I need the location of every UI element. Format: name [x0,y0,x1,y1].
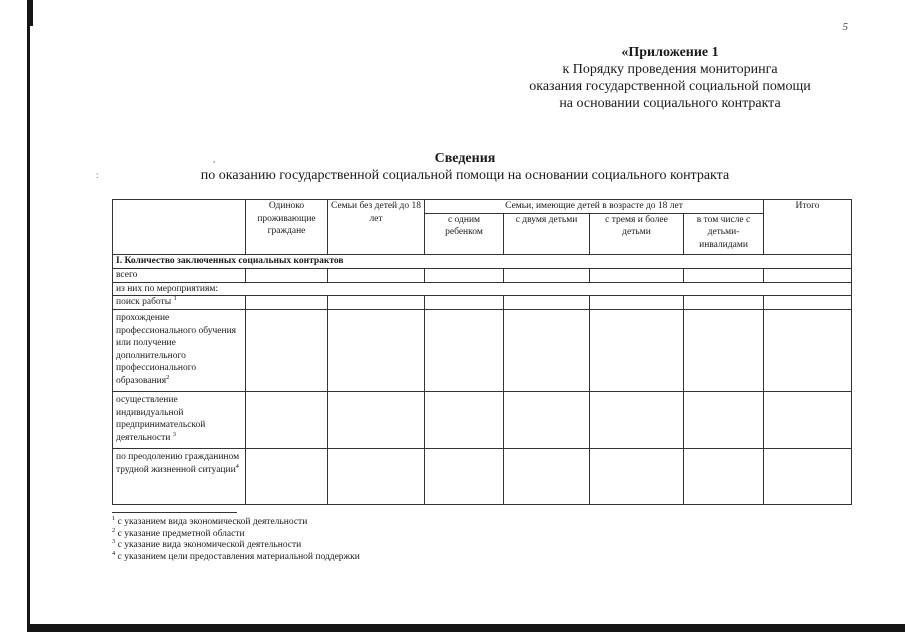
footnote-text: с указание предметной области [117,528,245,539]
header-disabled-children: в том числе с детьми-инвалидами [684,213,764,255]
table-cell [590,449,684,505]
table-cell [590,296,684,310]
table-cell [425,449,504,505]
table-cell [764,392,852,449]
table-row [113,449,852,505]
footnote-ref: 3 [172,430,177,438]
table-cell [425,296,504,310]
table-row [113,296,852,310]
table-cell [425,392,504,449]
row-label-text: поиск работы [116,297,172,307]
footnote [112,526,360,541]
row-label-job-search [113,296,246,310]
row-label-by-measures: из них по мероприятиям: [113,282,852,296]
row-label-training [113,310,246,392]
header-no-children: Семьи без детей до 18 лет [328,200,425,255]
footnote-text: с указанием вида экономической деятельности [117,517,308,527]
scan-speck: , [213,154,216,164]
row-label-text: прохождение профессионального обучения или получение дополнительного профессионального образования [116,313,237,386]
header-with-children-group: Семьи, имеющие детей в возрасте до 18 лет [425,200,764,214]
header-row [113,200,852,214]
table-cell [425,310,504,392]
footnote [112,540,360,552]
header-total: Итого [764,200,852,255]
table-cell [764,449,852,505]
table-cell [504,296,590,310]
footnote-ref: 2 [166,373,170,381]
footnote-ref: 1 [173,295,177,302]
table-cell [684,449,764,505]
section-title: I. Количество заключенных социальных контрактов [113,255,852,269]
table-cell [684,268,764,282]
table-cell [504,268,590,282]
section-row [113,255,852,269]
table-cell [328,310,425,392]
table-cell [328,268,425,282]
appendix-line: оказания государственной социальной помощи [529,79,811,94]
table-cell [684,392,764,449]
scan-bottom-edge [27,624,905,632]
row-label-total: всего [113,268,246,282]
document-heading [120,150,810,184]
table-cell [246,296,328,310]
table-cell [328,296,425,310]
appendix-line: на основании социального контракта [559,96,781,111]
table-row [113,282,852,296]
footnote-mark: 3 [112,538,116,545]
header-three-plus: с тремя и более детьми [590,213,684,255]
table-cell [764,310,852,392]
table-cell [504,310,590,392]
footnote-mark: 4 [112,549,116,557]
footnote-text: с указанием цели предоставления материальной поддержки [117,551,360,562]
footnote-divider [112,512,237,513]
table-cell [764,268,852,282]
footnote [112,549,360,564]
table-row [113,268,852,282]
table-cell [246,392,328,449]
row-label-hardship [113,449,246,505]
appendix-line: к Порядку проведения мониторинга [562,62,778,77]
table-row [113,310,852,392]
table-cell [328,449,425,505]
table-cell [684,310,764,392]
document-subtitle: по оказанию государственной социальной помощи на основании социального контракта [200,168,730,183]
table-cell [504,392,590,449]
row-label-business [113,392,246,449]
scan-top-edge [27,0,33,26]
footnote-ref: 4 [235,462,239,470]
table-cell [246,310,328,392]
scan-left-edge [27,0,30,632]
footnote-text: с указание вида экономической деятельности [117,540,302,550]
row-label-text: по преодолению гражданином трудной жизненной ситуации [116,452,240,475]
table-cell [504,449,590,505]
footnote-mark: 1 [112,515,116,522]
appendix-block [505,44,835,112]
footnote-mark: 2 [112,526,116,534]
table-cell [764,296,852,310]
scan-speck: : [96,170,99,180]
table-cell [590,310,684,392]
header-single: Одиноко проживающие граждане [246,200,328,255]
table-cell [590,392,684,449]
header-two-children: с двумя детьми [504,213,590,255]
page-number: 5 [842,21,848,33]
table-cell [590,268,684,282]
row-label-text: осуществление индивидуальной предпринимательской деятельности [116,395,206,443]
report-table [112,199,852,505]
table-row [113,392,852,449]
table-cell [425,268,504,282]
table-cell [684,296,764,310]
header-one-child: с одним ребенком [425,213,504,255]
header-empty-cell [113,200,246,255]
appendix-title: «Приложение 1 [621,45,719,60]
document-title: Сведения [434,151,496,166]
table-cell [328,392,425,449]
table-cell [246,449,328,505]
table-cell [246,268,328,282]
footnotes [112,517,360,563]
footnote [112,517,360,529]
